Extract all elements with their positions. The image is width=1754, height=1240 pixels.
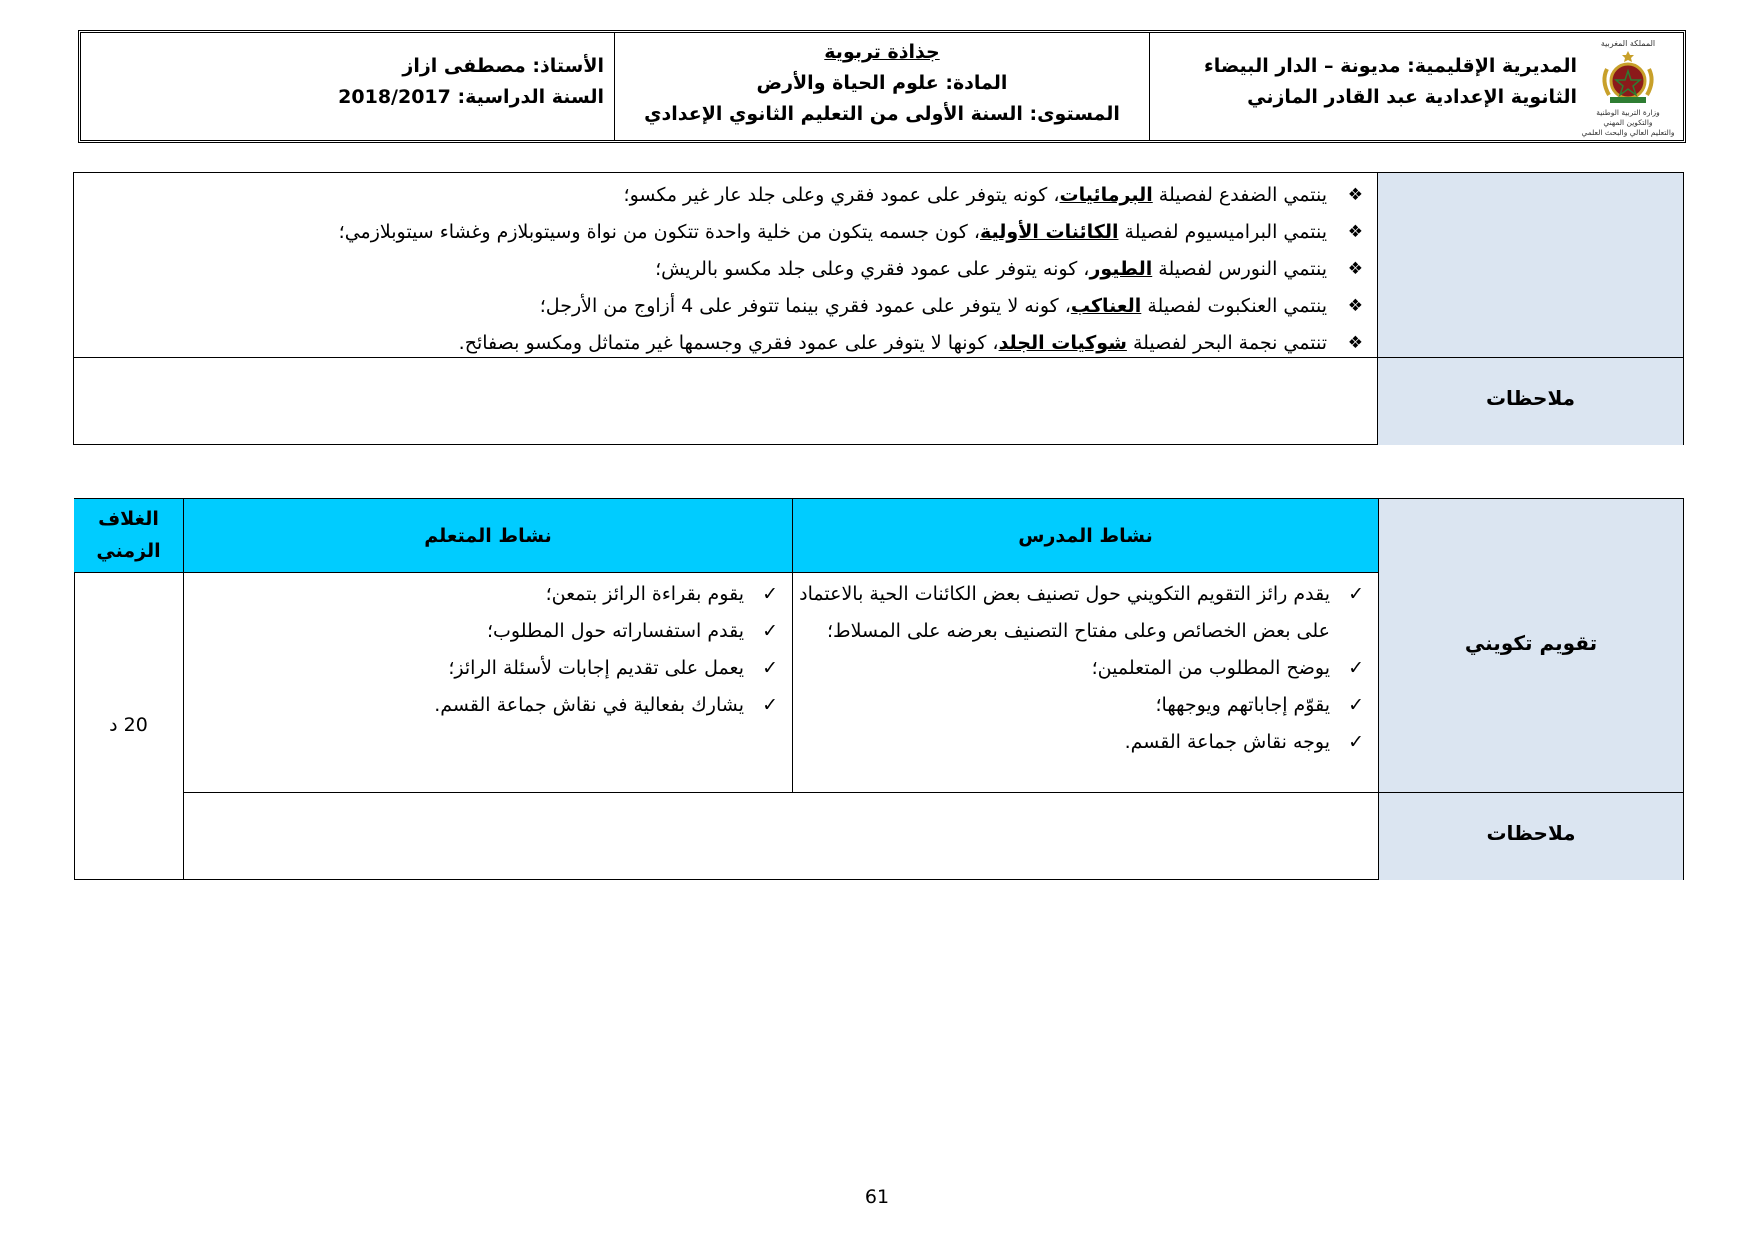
list-item: ✓ يقوم بقراءة الرائز بتمعن؛: [184, 576, 778, 613]
list-item: ❖ ينتمي الضفدع لفصيلة البرمائيات، كونه يتوفر على عمود فقري وعلى جلد عار غير مكسو؛: [74, 177, 1363, 214]
level-line: المستوى: السنة الأولى من التعليم الثانوي الإعدادي: [644, 103, 1120, 125]
check-icon: ✓: [762, 657, 778, 679]
answers-list: [74, 173, 1377, 362]
teacher-name: الأستاذ: مصطفى ازاز: [402, 55, 604, 77]
svg-text:والتكوين المهني: والتكوين المهني: [1603, 118, 1653, 127]
check-icon: ✓: [762, 583, 778, 605]
list-item: ✓ يوضح المطلوب من المتعلمين؛: [793, 650, 1364, 687]
notes-label-cell: [1377, 358, 1683, 445]
notes-cell: [183, 793, 1378, 880]
answers-cell: [74, 173, 1377, 358]
learner-activity-list: [184, 573, 792, 724]
diamond-bullet-icon: ❖: [1347, 259, 1363, 279]
class-term: العناكب: [1070, 295, 1142, 317]
check-icon: ✓: [762, 694, 778, 716]
document-title: جذاذة تربوية: [824, 41, 940, 63]
class-term: البرمائيات: [1059, 184, 1153, 206]
school-line: الثانوية الإعدادية عبد القادر المازني: [1247, 86, 1577, 108]
svg-text:المملكة المغربية: المملكة المغربية: [1600, 39, 1656, 48]
teacher-activity-header: نشاط المدرس: [792, 499, 1378, 573]
check-icon: ✓: [762, 620, 778, 642]
list-item: ✓ يقوّم إجاباتهم ويوجهها؛: [793, 687, 1364, 724]
teacher-info-cell: [81, 33, 614, 140]
learner-activity-header: نشاط المتعلم: [183, 499, 792, 573]
teacher-activity-list: [793, 573, 1378, 761]
list-item: ❖ ينتمي النورس لفصيلة الطيور، كونه يتوفر على عمود فقري وعلى جلد مكسو بالريش؛: [74, 251, 1363, 288]
teacher-activity-cell: [792, 573, 1378, 793]
notes-cell: [74, 358, 1377, 445]
check-icon: ✓: [1348, 657, 1364, 679]
class-term: الكائنات الأولية: [980, 221, 1119, 243]
document-info-cell: [614, 33, 1149, 140]
diamond-bullet-icon: ❖: [1347, 296, 1363, 316]
list-item: ✓ يقدم رائز التقويم التكويني حول تصنيف بعض الكائنات الحية بالاعتماد على بعض الخصائص وعلى مفتاح التصنيف بعرضه على المسلاط؛: [793, 576, 1364, 650]
time-header: الغلاف الزمني: [74, 499, 183, 573]
list-item: ❖ ينتمي العنكبوت لفصيلة العناكب، كونه لا يتوفر على عمود فقري بينما تتوفر على 4 أزاوج من الأرجل؛: [74, 288, 1363, 325]
classification-answers-table: [73, 172, 1684, 445]
notes-label: ملاحظات: [1485, 386, 1576, 410]
notes-label: ملاحظات: [1486, 821, 1576, 845]
page-number: 61: [864, 1186, 890, 1208]
class-term: شوكيات الجلد: [998, 332, 1127, 354]
check-icon: ✓: [1348, 583, 1364, 605]
list-item: ✓ يعمل على تقديم إجابات لأسئلة الرائز؛: [184, 650, 778, 687]
learner-activity-cell: [183, 573, 792, 793]
label-cell-empty: [1377, 173, 1683, 358]
diamond-bullet-icon: ❖: [1347, 185, 1363, 205]
header-table: [78, 30, 1686, 143]
check-icon: ✓: [1348, 694, 1364, 716]
moroccan-emblem-icon: [1577, 35, 1679, 139]
time-cell: [74, 573, 183, 880]
list-item: ✓ يقدم استفساراته حول المطلوب؛: [184, 613, 778, 650]
institution-cell: [1149, 33, 1683, 140]
svg-text:وزارة التربية الوطنية: وزارة التربية الوطنية: [1596, 108, 1660, 117]
list-item: ✓ يشارك بفعالية في نقاش جماعة القسم.: [184, 687, 778, 724]
diamond-bullet-icon: ❖: [1347, 333, 1363, 353]
class-term: الطيور: [1089, 258, 1153, 280]
phase-label: تقويم تكويني: [1464, 631, 1598, 655]
directorate-line: المديرية الإقليمية: مديونة – الدار البيضاء: [1203, 55, 1577, 77]
check-icon: ✓: [1348, 731, 1364, 753]
svg-text:والتعليم العالي والبحث العلمي: والتعليم العالي والبحث العلمي: [1581, 128, 1675, 137]
list-item: ❖ تنتمي نجمة البحر لفصيلة شوكيات الجلد، كونها لا يتوفر على عمود فقري وجسمها غير متماثل ومكسو بصفائح.: [74, 325, 1363, 362]
phase-cell: [1378, 499, 1683, 793]
list-item: ✓ يوجه نقاش جماعة القسم.: [793, 724, 1364, 761]
notes-label-cell: [1378, 793, 1683, 880]
subject-line: المادة: علوم الحياة والأرض: [756, 72, 1008, 94]
school-year: السنة الدراسية: 2018/2017: [338, 86, 604, 108]
time-value: 20 د: [109, 714, 148, 736]
formative-assessment-table: [74, 498, 1684, 880]
list-item: ❖ ينتمي البراميسيوم لفصيلة الكائنات الأولية، كون جسمه يتكون من خلية واحدة تتكون من نواة وسيتوبلازم وغشاء سيتوبلازمي؛: [74, 214, 1363, 251]
diamond-bullet-icon: ❖: [1347, 222, 1363, 242]
